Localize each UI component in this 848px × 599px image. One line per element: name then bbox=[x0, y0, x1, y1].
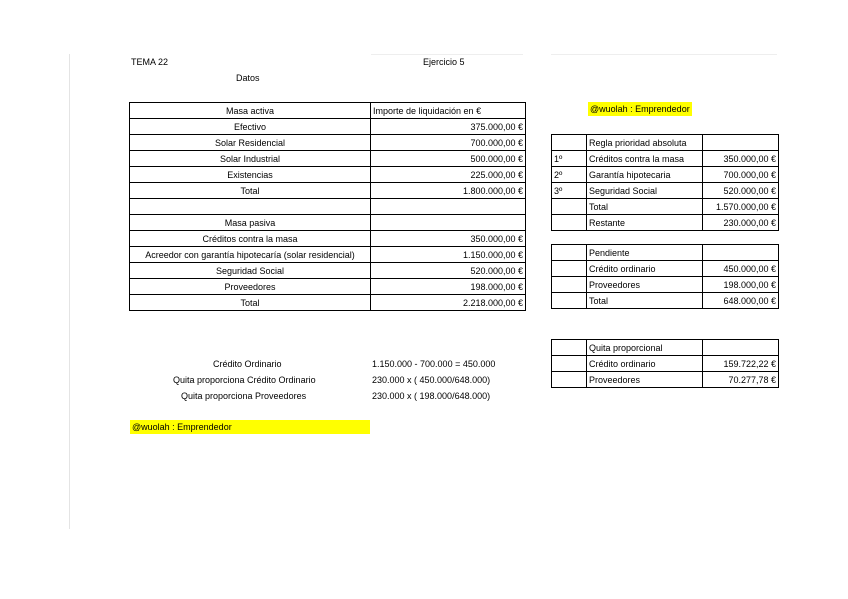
row-value: 520.000,00 € bbox=[371, 263, 526, 279]
ejercicio-title: Ejercicio 5 bbox=[423, 57, 465, 67]
row-label: Total bbox=[130, 183, 371, 199]
row-value: 1.570.000,00 € bbox=[703, 199, 779, 215]
row-label: Total bbox=[130, 295, 371, 311]
table-row bbox=[552, 277, 779, 293]
row-label: Proveedores bbox=[587, 372, 703, 388]
table-row bbox=[130, 135, 526, 151]
calc-label: Quita proporciona Proveedores bbox=[181, 391, 307, 401]
rank-cell bbox=[552, 215, 587, 231]
pending-table bbox=[551, 244, 779, 309]
empty-cell bbox=[130, 199, 371, 215]
table-header-row bbox=[130, 103, 526, 119]
priority-title: Regla prioridad absoluta bbox=[587, 135, 703, 151]
table-header-row bbox=[552, 135, 779, 151]
row-label: Total bbox=[587, 293, 703, 309]
rank-cell: 3º bbox=[552, 183, 587, 199]
table-row bbox=[130, 231, 526, 247]
row-label: Acreedor con garantía hipotecaría (solar residencial) bbox=[130, 247, 371, 263]
calc-value: 230.000 x ( 450.000/648.000) bbox=[372, 375, 491, 385]
table-row bbox=[552, 261, 779, 277]
row-label: Total bbox=[587, 199, 703, 215]
table-row bbox=[552, 199, 779, 215]
row-value: 648.000,00 € bbox=[703, 293, 779, 309]
table-row bbox=[130, 183, 526, 199]
row-value: 198.000,00 € bbox=[371, 279, 526, 295]
row-label: Solar Industrial bbox=[130, 151, 371, 167]
table-row bbox=[552, 167, 779, 183]
empty-cell bbox=[552, 245, 587, 261]
empty-cell bbox=[552, 135, 587, 151]
empty-cell bbox=[371, 215, 526, 231]
calc-value: 230.000 x ( 198.000/648.000) bbox=[372, 391, 491, 401]
table-row bbox=[130, 247, 526, 263]
col-header-masa-activa: Masa activa bbox=[130, 103, 371, 119]
row-label: Proveedores bbox=[130, 279, 371, 295]
col-header-importe: Importe de liquidación en € bbox=[371, 103, 526, 119]
row-value: 70.277,78 € bbox=[703, 372, 779, 388]
row-label: Existencias bbox=[130, 167, 371, 183]
row-label: Restante bbox=[587, 215, 703, 231]
rank-cell: 2º bbox=[552, 167, 587, 183]
row-label: Proveedores bbox=[587, 277, 703, 293]
empty-cell bbox=[371, 199, 526, 215]
rank-cell: 1º bbox=[552, 151, 587, 167]
table-row bbox=[552, 293, 779, 309]
calc-label: Crédito Ordinario bbox=[213, 359, 282, 369]
rank-cell bbox=[552, 199, 587, 215]
masa-table bbox=[129, 102, 526, 311]
row-label: Efectivo bbox=[130, 119, 371, 135]
watermark-top: @wuolah : Emprendedor bbox=[590, 104, 690, 114]
rank-cell bbox=[552, 277, 587, 293]
row-value: 450.000,00 € bbox=[703, 261, 779, 277]
table-row bbox=[130, 167, 526, 183]
datos-label: Datos bbox=[236, 73, 260, 83]
row-label: Seguridad Social bbox=[130, 263, 371, 279]
calc-value: 1.150.000 - 700.000 = 450.000 bbox=[372, 359, 496, 369]
row-value: 520.000,00 € bbox=[703, 183, 779, 199]
empty-cell bbox=[552, 340, 587, 356]
rank-cell bbox=[552, 356, 587, 372]
rank-cell bbox=[552, 293, 587, 309]
table-row bbox=[130, 151, 526, 167]
row-label: Crédito ordinario bbox=[587, 356, 703, 372]
row-label: Seguridad Social bbox=[587, 183, 703, 199]
quita-title: Quita proporcional bbox=[587, 340, 703, 356]
row-value: 700.000,00 € bbox=[703, 167, 779, 183]
row-value: 350.000,00 € bbox=[371, 231, 526, 247]
table-row bbox=[552, 183, 779, 199]
row-value: 700.000,00 € bbox=[371, 135, 526, 151]
sheet-top-rule-right bbox=[551, 54, 777, 55]
table-row bbox=[552, 356, 779, 372]
row-label: Solar Residencial bbox=[130, 135, 371, 151]
row-value: 230.000,00 € bbox=[703, 215, 779, 231]
row-value: 198.000,00 € bbox=[703, 277, 779, 293]
row-label: Créditos contra la masa bbox=[587, 151, 703, 167]
table-row bbox=[130, 279, 526, 295]
row-label: Créditos contra la masa bbox=[130, 231, 371, 247]
table-row bbox=[130, 263, 526, 279]
row-value: 159.722,22 € bbox=[703, 356, 779, 372]
empty-cell bbox=[703, 245, 779, 261]
table-header-row bbox=[552, 245, 779, 261]
row-value: 1.150.000,00 € bbox=[371, 247, 526, 263]
empty-row bbox=[130, 199, 526, 215]
table-row bbox=[552, 372, 779, 388]
row-value: 350.000,00 € bbox=[703, 151, 779, 167]
row-value: 1.800.000,00 € bbox=[371, 183, 526, 199]
table-header-row bbox=[552, 340, 779, 356]
row-value: 500.000,00 € bbox=[371, 151, 526, 167]
rank-cell bbox=[552, 261, 587, 277]
page-left-edge bbox=[69, 54, 70, 529]
row-value: 225.000,00 € bbox=[371, 167, 526, 183]
table-row bbox=[552, 215, 779, 231]
empty-cell bbox=[703, 135, 779, 151]
masa-pasiva-label: Masa pasiva bbox=[130, 215, 371, 231]
pending-title: Pendiente bbox=[587, 245, 703, 261]
empty-cell bbox=[703, 340, 779, 356]
tema-title: TEMA 22 bbox=[131, 57, 169, 67]
quita-table bbox=[551, 339, 779, 388]
watermark-bottom: @wuolah : Emprendedor bbox=[130, 420, 370, 434]
row-value: 2.218.000,00 € bbox=[371, 295, 526, 311]
rank-cell bbox=[552, 372, 587, 388]
table-row bbox=[552, 151, 779, 167]
table-row bbox=[130, 295, 526, 311]
row-label: Garantía hipotecaria bbox=[587, 167, 703, 183]
row-label: Crédito ordinario bbox=[587, 261, 703, 277]
calc-label: Quita proporciona Crédito Ordinario bbox=[173, 375, 316, 385]
row-value: 375.000,00 € bbox=[371, 119, 526, 135]
priority-table bbox=[551, 134, 779, 231]
table-row bbox=[130, 119, 526, 135]
table-row bbox=[130, 215, 526, 231]
